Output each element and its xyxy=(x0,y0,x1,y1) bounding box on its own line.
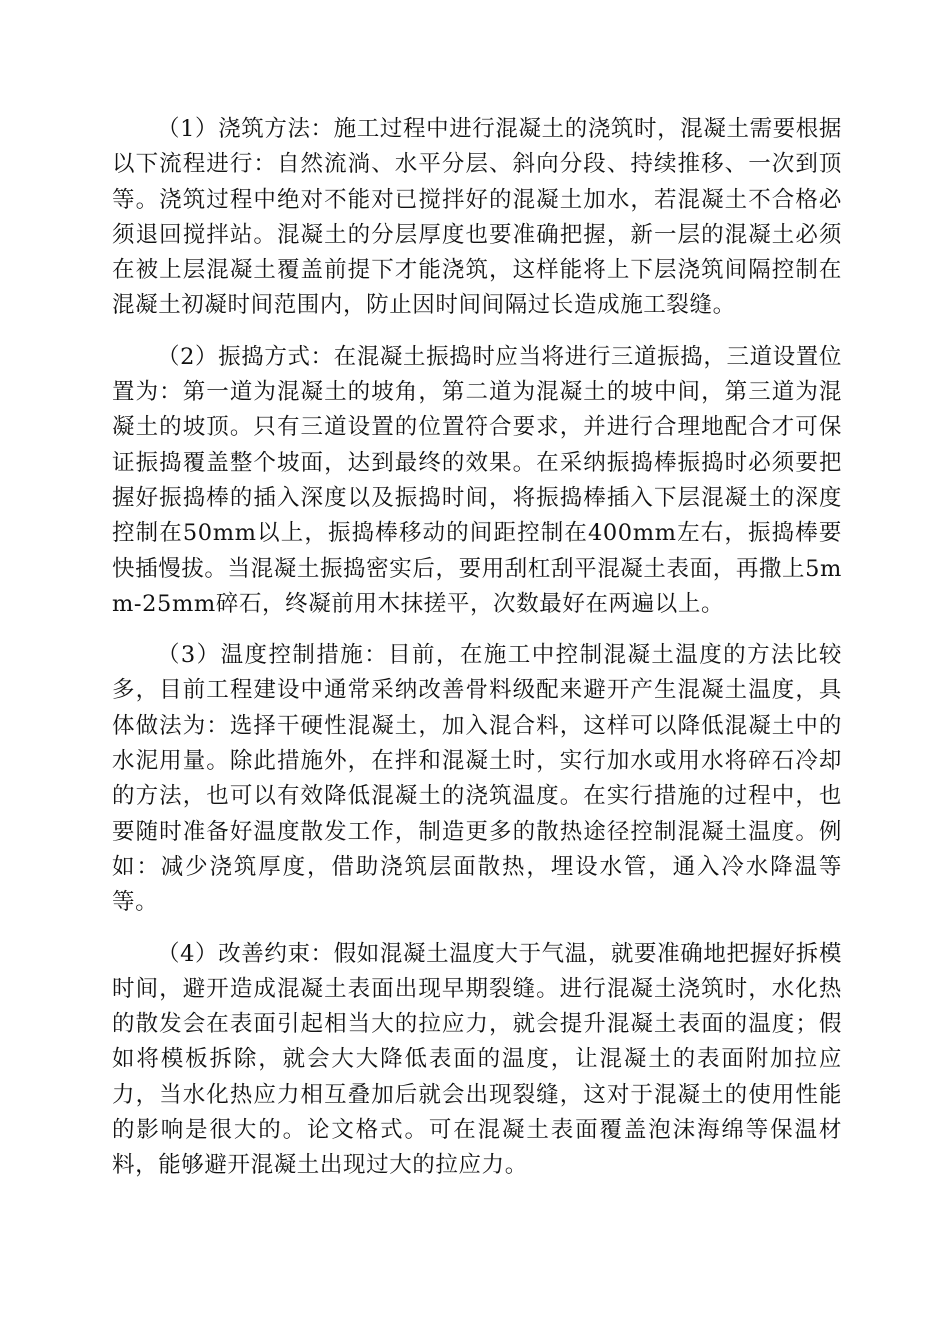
paragraph-pouring-method: （1）浇筑方法：施工过程中进行混凝土的浇筑时，混凝土需要根据以下流程进行：自然流淌、水平分层、斜向分段、持续推移、一次到顶等。浇筑过程中绝对不能对已搅拌好的混凝土加水，若混凝土不合格必须退回搅拌站。混凝土的分层厚度也要准确把握，新一层的混凝土必须在被上层混凝土覆盖前提下才能浇筑，这样能将上下层浇筑间隔控制在混凝土初凝时间范围内，防止因时间间隔过长造成施工裂缝。 xyxy=(112,116,842,319)
paragraph-improve-constraint: （4）改善约束：假如混凝土温度大于气温，就要准确地把握好拆模时间，避开造成混凝土表面出现早期裂缝。进行混凝土浇筑时，水化热的散发会在表面引起相当大的拉应力，就会提升混凝土表面的温度；假如将模板拆除，就会大大降低表面的温度，让混凝土的表面附加拉应力，当水化热应力相互叠加后就会出现裂缝，这对于混凝土的使用性能的影响是很大的。论文格式。可在混凝土表面覆盖泡沫海绵等保温材料，能够避开混凝土出现过大的拉应力。 xyxy=(112,940,842,1179)
paragraph-temperature-control: （3）温度控制措施：目前，在施工中控制混凝土温度的方法比较多，目前工程建设中通常采纳改善骨料级配来避开产生混凝土温度，具体做法为：选择干硬性混凝土，加入混合料，这样可以降低混凝土中的水泥用量。除此措施外，在拌和混凝土时，实行加水或用水将碎石冷却的方法，也可以有效降低混凝土的浇筑温度。在实行措施的过程中，也要随时准备好温度散发工作，制造更多的散热途径控制混凝土温度。例如：减少浇筑厚度，借助浇筑层面散热，埋设水管，通入冷水降温等等。 xyxy=(112,642,842,916)
document-body xyxy=(112,112,842,1200)
paragraph-vibration-method: （2）振捣方式：在混凝土振捣时应当将进行三道振捣，三道设置位置为：第一道为混凝土的坡角，第二道为混凝土的坡中间，第三道为混凝土的坡顶。只有三道设置的位置符合要求，并进行合理地配合才可保证振捣覆盖整个坡面，达到最终的效果。在采纳振捣棒振捣时必须要把握好振捣棒的插入深度以及振捣时间，将振捣棒插入下层混凝土的深度控制在50mm以上，振捣棒移动的间距控制在400mm左右，振捣棒要快插慢拔。当混凝土振捣密实后，要用刮杠刮平混凝土表面，再撒上5mm-25mm碎石，终凝前用木抹搓平，次数最好在两遍以上。 xyxy=(112,343,842,617)
